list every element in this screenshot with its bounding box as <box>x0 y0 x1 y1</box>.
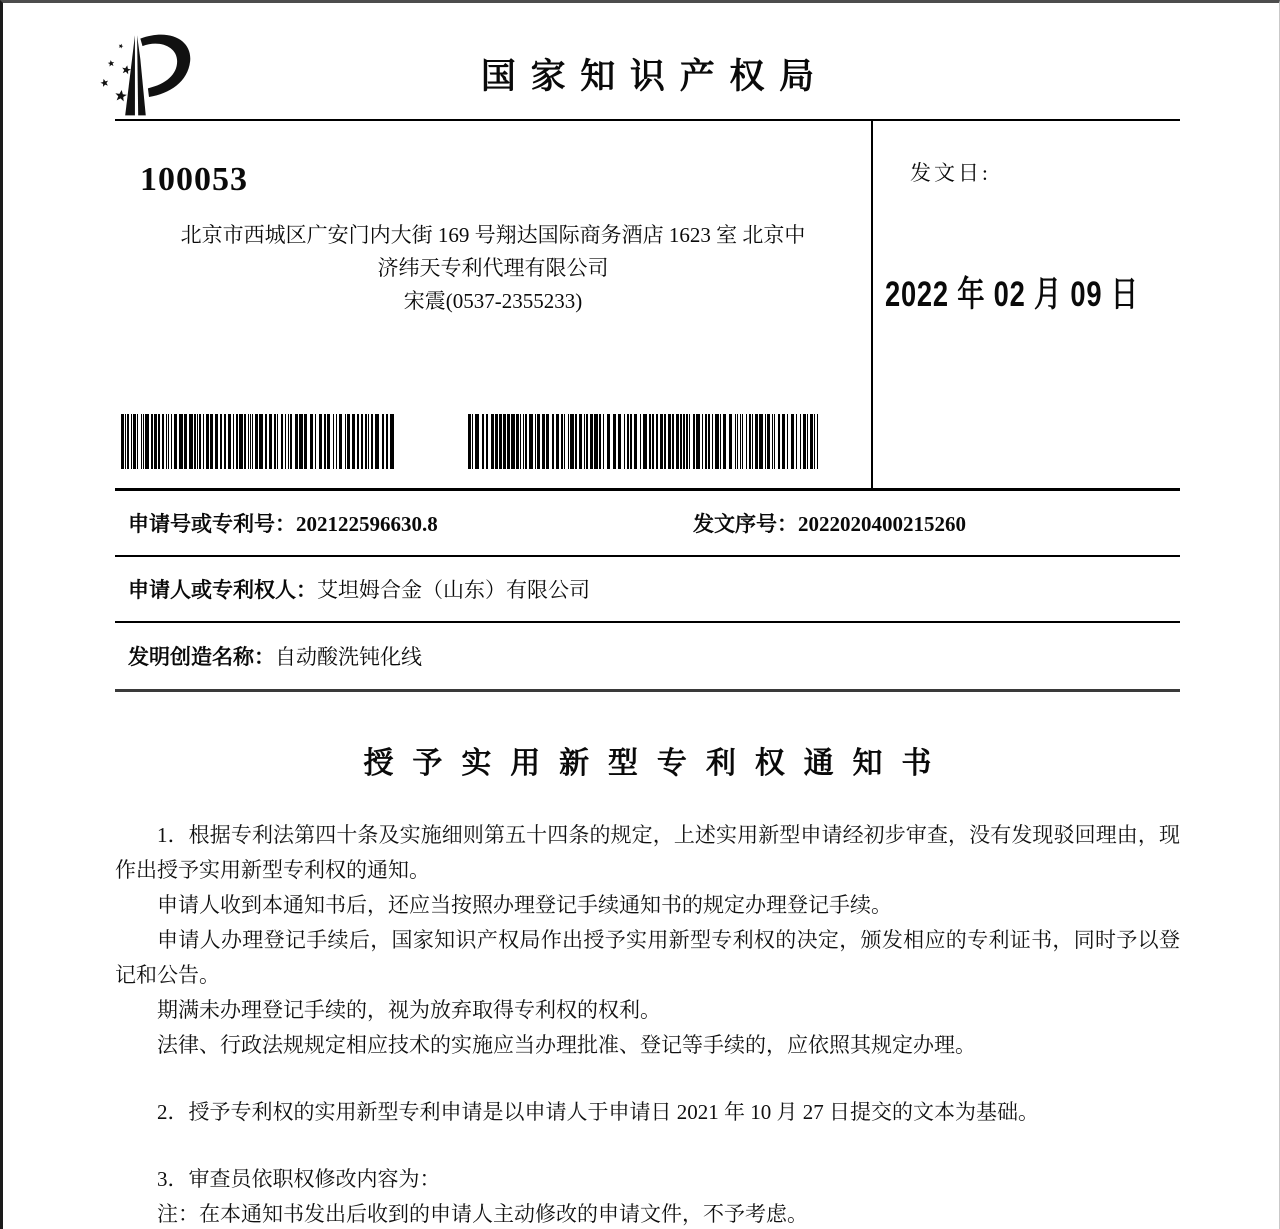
dispatch-date-value: 2022 年 02 月 09 日 <box>885 275 1139 314</box>
field-row-application-number <box>115 491 1180 557</box>
mailing-info-box <box>115 121 1180 491</box>
applicant-label: 申请人或专利权人： <box>128 578 317 602</box>
mail-address-block <box>115 121 871 488</box>
address-line-2: 济纬天专利代理有限公司 <box>377 256 609 280</box>
invention-name-field <box>128 641 422 671</box>
notice-paragraph: 申请人收到本通知书后，还应当按照办理登记手续通知书的规定办理登记手续。 <box>157 893 892 917</box>
application-number-label: 申请号或专利号： <box>128 512 296 536</box>
barcode-left <box>121 414 394 469</box>
notice-paragraph: 3．审查员依职权修改内容为： <box>157 1167 441 1191</box>
serial-number-field <box>693 508 966 538</box>
dispatch-date-label: 发文日: <box>910 161 991 185</box>
notice-paragraph: 申请人办理登记手续后，国家知识产权局作出授予实用新型专利权的决定，颁发相应的专利证书，同时予以登记和公告。 <box>115 928 1180 987</box>
contact-name-phone: 宋震(0537-2355233) <box>403 289 583 313</box>
serial-number-label: 发文序号： <box>693 512 798 536</box>
notice-paragraph: 1．根据专利法第四十条及实施细则第五十四条的规定，上述实用新型申请经初步审查，没有发现驳回理由，现作出授予实用新型专利权的通知。 <box>115 823 1180 882</box>
invention-name-value: 自动酸洗钝化线 <box>275 645 422 669</box>
postal-code: 100053 <box>140 161 248 198</box>
notice-paragraph: 注：在本通知书发出后收到的申请人主动修改的申请文件，不予考虑。 <box>157 1202 808 1226</box>
org-title: 国家知识产权局 <box>480 57 829 96</box>
notice-paragraph: 2．授予专利权的实用新型专利申请是以申请人于申请日 2021 年 10 月 27 日提交的文本为基础。 <box>157 1100 1039 1124</box>
application-number-value: 202122596630.8 <box>296 512 438 536</box>
notice-paragraph: 期满未办理登记手续的，视为放弃取得专利权的权利。 <box>157 998 661 1022</box>
applicant-field <box>128 574 590 604</box>
notice-paragraph: 法律、行政法规规定相应技术的实施应当办理批准、登记等手续的，应依照其规定办理。 <box>157 1033 976 1057</box>
application-number-field <box>128 508 438 538</box>
serial-number-value: 2022020400215260 <box>798 512 966 536</box>
notice-body <box>115 818 1180 1229</box>
address-line-1: 北京市西城区广安门内大街 169 号翔达国际商务酒店 1623 室 北京中 <box>180 223 806 247</box>
invention-name-label: 发明创造名称： <box>128 645 275 669</box>
dispatch-date-block <box>871 121 1180 488</box>
document-content <box>115 3 1180 1229</box>
applicant-value: 艾坦姆合金（山东）有限公司 <box>317 578 590 602</box>
barcode-right <box>468 414 821 469</box>
document-header <box>115 3 1180 121</box>
recipient-address <box>115 219 871 318</box>
notice-title: 授予实用新型专利权通知书 <box>363 747 951 780</box>
field-row-invention-name <box>115 623 1180 692</box>
field-row-applicant <box>115 557 1180 623</box>
